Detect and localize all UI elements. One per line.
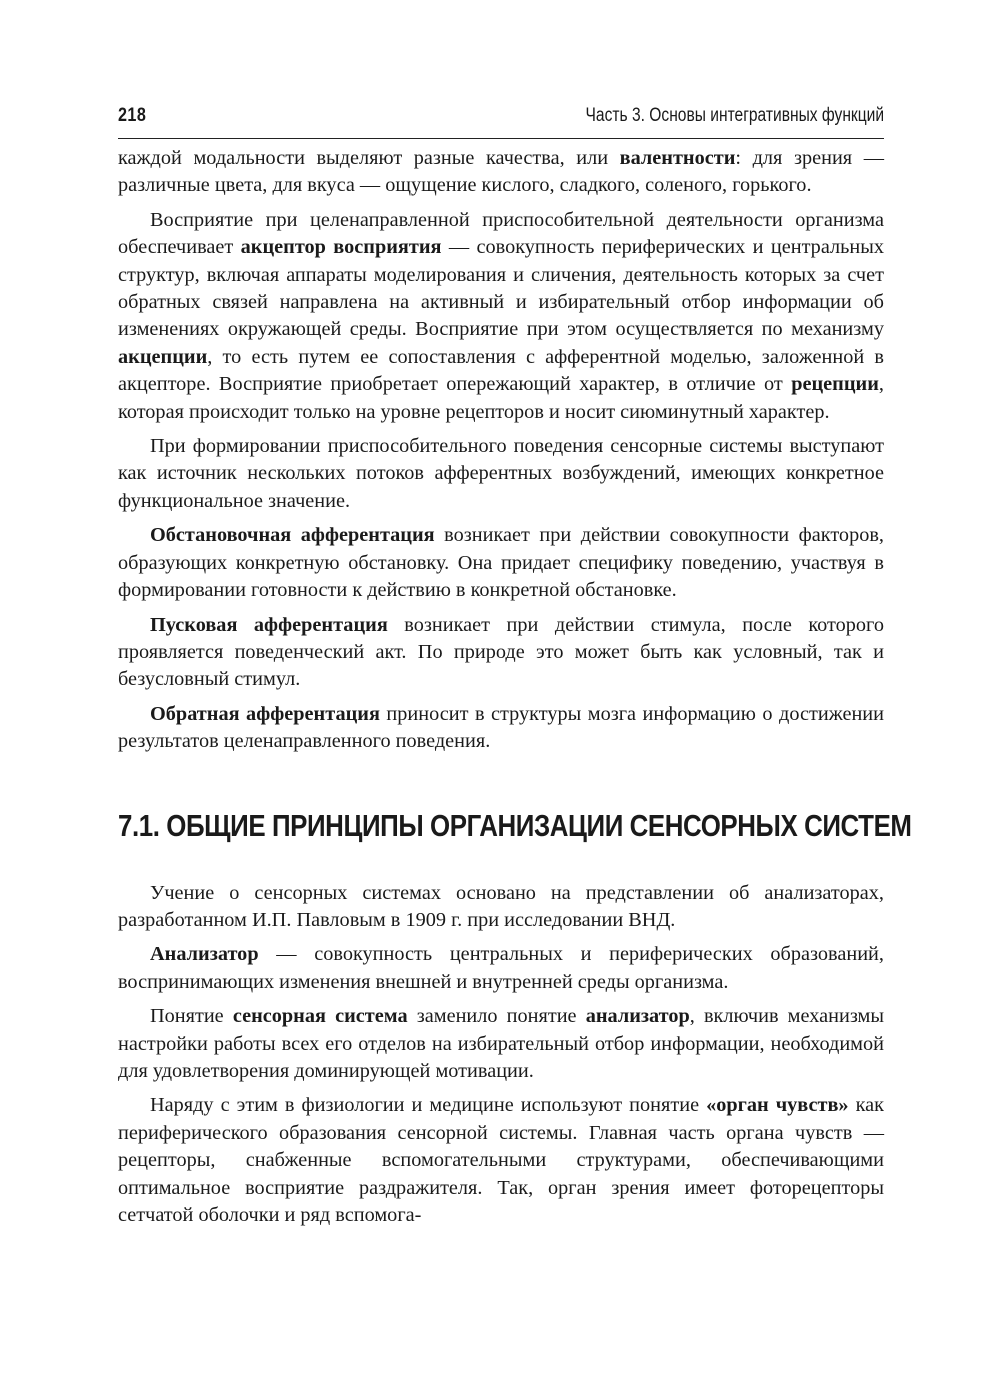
paragraph-text: , то есть путем ее сопоставления с афферентной моделью, заложенной в акцепторе. Восприятие приобретает опережающий характер, в отличие от <box>118 345 884 396</box>
bold-term: акцептор восприятия <box>240 236 442 259</box>
bold-term: Обстановочная афферентация <box>150 524 435 547</box>
paragraph-text: каждой модальности выделяют разные качества, или <box>118 147 620 169</box>
bold-term: Анализатор <box>150 943 259 966</box>
paragraph <box>118 145 884 200</box>
body-text-bottom <box>118 880 884 1230</box>
body-text-top <box>118 145 884 756</box>
paragraph <box>118 880 884 935</box>
paragraph-text: Понятие <box>150 1005 233 1028</box>
paragraph <box>118 701 884 756</box>
section-heading: 7.1. ОБЩИЕ ПРИНЦИПЫ ОРГАНИЗАЦИИ СЕНСОРНЫХ СИСТЕМ <box>118 807 912 843</box>
bold-term: акцепции <box>118 345 208 368</box>
paragraph-text: : для зрения — различные цвета, для вкуса — ощущение кислого, сладкого, соленого, горького. <box>118 147 884 197</box>
paragraph <box>118 612 884 694</box>
paragraph <box>118 1003 884 1085</box>
bold-term: «орган чувств» <box>706 1094 849 1117</box>
bold-term: рецепции <box>791 373 879 396</box>
paragraph-text: как периферического образования сенсорной системы. Главная часть органа чувств — рецепторы, снабженные вспомогательными структурами, обеспечивающими оптимальное восприятие раздражителя. Так, орган зрения имеет фоторецепторы сетчатой оболочки и ряд вспомога- <box>118 1094 885 1226</box>
running-header <box>118 104 884 139</box>
bold-term: Пусковая афферентация <box>150 613 388 636</box>
bold-term: Обратная афферентация <box>150 702 380 725</box>
running-title: Часть 3. Основы интегративных функций <box>585 105 884 126</box>
paragraph-text: Восприятие при целенаправленной приспособительной деятельности организма обеспечивает <box>118 208 884 259</box>
paragraph-text: Учение о сенсорных системах основано на представлении об анализаторах, разработанном И.П. Павловым в 1909 г. при исследовании ВНД. <box>118 881 884 931</box>
paragraph-text: приносит в структуры мозга информацию о достижении результатов целенаправленного поведения. <box>118 702 885 753</box>
paragraph-text: возникает при действии совокупности факторов, образующих конкретную обстановку. Она придает специфику поведению, участвуя в формировании готовности к действию в конкретной обстановке. <box>118 524 884 602</box>
paragraph-text: — совокупность центральных и периферических образований, воспринимающих изменения внешней и внутренней среды организма. <box>118 943 884 993</box>
paragraph-text: возникает при действии стимула, после которого проявляется поведенческий акт. По природе это может быть как условный, так и безусловный стимул. <box>118 613 884 691</box>
paragraph-text: Наряду с этим в физиологии и медицине используют понятие <box>150 1094 707 1117</box>
bold-term: анализатор <box>585 1005 690 1028</box>
bold-term: сенсорная система <box>232 1005 408 1028</box>
paragraph-text: , которая происходит только на уровне рецепторов и носит сиюминутный характер. <box>118 373 884 423</box>
paragraph-text: При формировании приспособительного поведения сенсорные системы выступают как источник нескольких потоков афферентных возбуждений, имеющих конкретное функциональное значение. <box>118 435 884 512</box>
paragraph <box>118 522 884 604</box>
paragraph-text: заменило понятие <box>407 1005 586 1028</box>
paragraph <box>118 207 884 426</box>
paragraph <box>118 1092 884 1229</box>
book-page <box>118 104 912 1236</box>
paragraph <box>118 941 884 996</box>
paragraph-text: — совокупность периферических и центральных структур, включая аппараты моделирования и сличения, деятельность которых за счет обратных связей направлена на активный и избирательный отбор информации об изменениях окружающей среды. Восприятие при этом осуществляется по механизму <box>118 236 884 341</box>
paragraph-text: , включив механизмы настройки работы всех его отделов на избирательный отбор информации, необходимой для удовлетворения доминирующей мотивации. <box>118 1005 884 1082</box>
bold-term: валентности <box>619 147 736 169</box>
paragraph <box>118 433 884 515</box>
page-number: 218 <box>118 105 147 126</box>
